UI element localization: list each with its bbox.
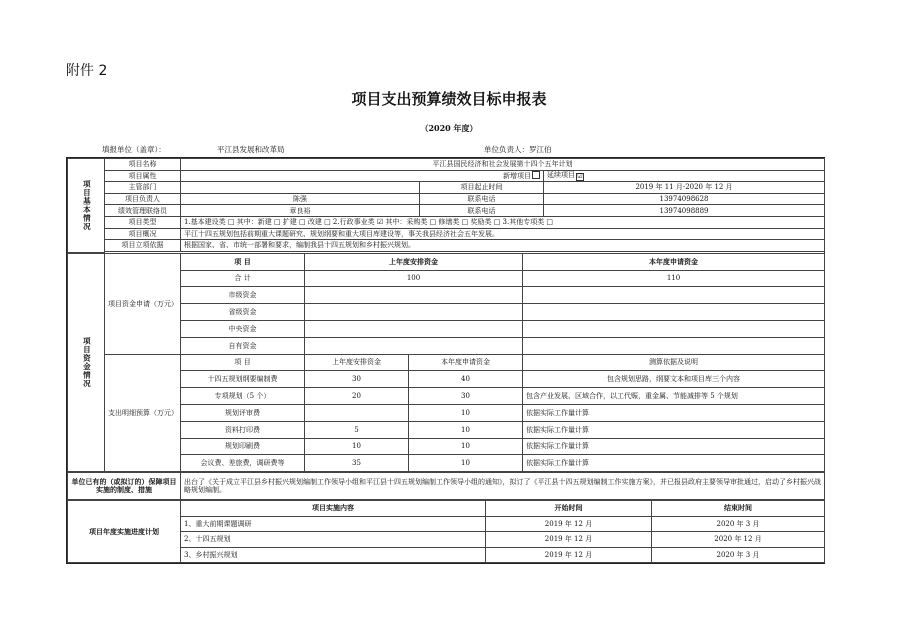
leader-phone: 13974098628 [544, 193, 825, 205]
schedule-row: 3、乡村振兴规划 2019 年 12 月 2020 年 3 月 [68, 547, 825, 563]
dept-value [181, 182, 420, 194]
section-funds-label: 项目资金情况 [68, 253, 105, 471]
unit-label: 填报单位（盖章）： [102, 145, 166, 154]
detail-row: 规划印刷费 10 10 依据实际工作量计算 [68, 438, 825, 455]
name-value: 平江县国民经济和社会发展第十四个五年计划 [181, 159, 825, 171]
period-value: 2019 年 11 月-2020 年 12 月 [544, 182, 825, 194]
name-label: 项目名称 [105, 159, 181, 171]
source-row: 省级资金 [68, 304, 825, 321]
measures-value: 出台了《关于成立平江县乡村振兴规划编制工作领导小组和平江县十四五规划编制工作领导小组的通知》，拟订了《平江县十四五规划编制工作实施方案》，并已报县政府主要领导审批通过，启动了乡村振兴战略规划编制。 [181, 473, 825, 500]
attr-continue: 延续项目 ☑ [544, 170, 825, 182]
detail-row: 会议费、差旅费，调研费等 35 10 依据实际工作量计算 [68, 455, 825, 472]
schedule-header-start: 开始时间 [486, 501, 652, 517]
attr-label: 项目属性 [105, 170, 181, 182]
unit-person: 单位负责人：罗江伯 [484, 145, 552, 154]
overview-label: 项目概况 [105, 228, 181, 240]
basis-value: 根据国家、省、市统一部署和要求，编制我县十四五规划和乡村振兴规划。 [181, 240, 825, 252]
basis-label: 项目立项依据 [105, 240, 181, 252]
source-row: 合 计 100 110 [68, 270, 825, 287]
contact-value: 章良裕 [181, 205, 420, 217]
form-sheet [66, 157, 825, 564]
leader-label: 项目负责人 [105, 193, 181, 205]
schedule-row: 1、重大前期课题调研 2019 年 12 月 2020 年 3 月 [68, 516, 825, 532]
page-title: 项目支出预算绩效目标申报表 [351, 90, 547, 108]
detail-row: 十四五规划纲要编制费 30 40 包含规划思路，纲要文本和项目库三个内容 [68, 371, 825, 388]
measures-label: 单位已有的（或拟订的）保障项目实施的制度、措施 [68, 473, 181, 500]
type-label: 项目类型 [105, 216, 181, 228]
phone-label: 联系电话 [420, 205, 544, 217]
leader-value: 陈强 [181, 193, 420, 205]
detail-header-note: 测算依据及说明 [523, 354, 825, 371]
period-label: 项目起止时间 [420, 182, 544, 194]
col-last: 上年度安排资金 [305, 253, 523, 270]
detail-row: 规划评审费 10 依据实际工作量计算 [68, 404, 825, 421]
overview-value: 平江十四五规划包括前期重大课题研究、规划纲要和重大项目库建设等，事关我县经济社会五年发展。 [181, 228, 825, 240]
phone-label: 联系电话 [420, 193, 544, 205]
attr-new: 新增项目 [181, 170, 544, 182]
apply-label: 项目资金申请（万元） [105, 253, 181, 354]
detail-header-this: 本年度申请资金 [409, 354, 523, 371]
detail-row: 专项规划（5 个） 20 30 包含产业发展、区域合作，以工代赈，重金属、节能减排等 5 个规划 [68, 388, 825, 405]
detail-row: 资料打印费 5 10 依据实际工作量计算 [68, 421, 825, 438]
contact-phone: 13974098889 [544, 205, 825, 217]
detail-header-last: 上年度安排资金 [305, 354, 409, 371]
col-item: 项 目 [181, 253, 305, 270]
funds-table [67, 253, 825, 472]
dept-label: 主管部门 [105, 182, 181, 194]
checkbox-icon [532, 171, 540, 179]
measures-table [67, 472, 825, 500]
schedule-header-end: 结束时间 [652, 501, 825, 517]
detail-header-item: 项 目 [181, 354, 305, 371]
section-basic-label: 项目基本情况 [68, 159, 105, 253]
schedule-header-content: 项目实施内容 [181, 501, 486, 517]
basic-info-table [67, 158, 825, 253]
schedule-row: 2、十四五规划 2019 年 12 月 2020 年 12 月 [68, 532, 825, 548]
schedule-table [67, 500, 825, 563]
source-row: 自有资金 [68, 337, 825, 354]
detail-label: 支出明细预算（万元） [105, 354, 181, 472]
contact-label: 绩效管理联络员 [105, 205, 181, 217]
unit-value: 平江县发展和改革局 [217, 145, 285, 154]
checkbox-checked-icon: ☑ [577, 172, 583, 180]
attachment-label: 附件 2 [66, 63, 108, 79]
schedule-label: 项目年度实施进度计划 [68, 501, 181, 563]
type-value: 1.基本建设类 □ 其中：新建 □ 扩建 □ 改建 □ 2.行政事业类 ☑ 其中：采购类 □ 修缮类 □ 奖励类 □ 3.其他专项类 □ [181, 216, 825, 228]
source-row: 市级资金 [68, 287, 825, 304]
year-label: （2020 年度） [420, 123, 478, 133]
col-this: 本年度申请资金 [523, 253, 825, 270]
source-row: 中央资金 [68, 320, 825, 337]
